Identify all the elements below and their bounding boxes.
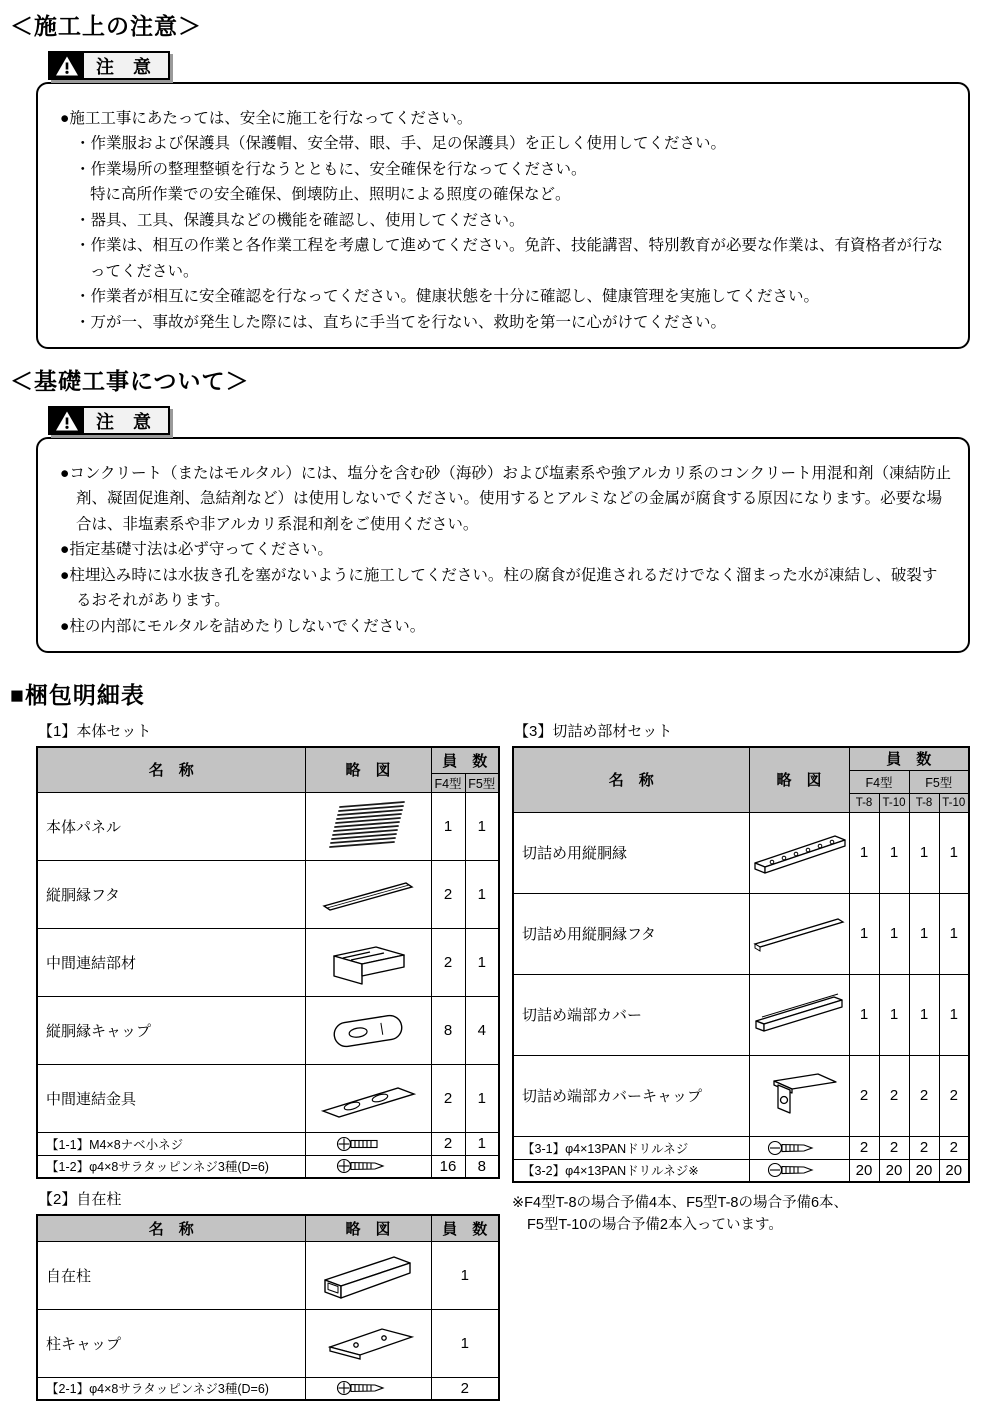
qty: 1 <box>431 1241 499 1309</box>
col-header-qty: 員 数 <box>849 747 969 770</box>
packing-left-column <box>36 720 498 1401</box>
qty-f4: 2 <box>431 928 465 996</box>
caution-block-foundation <box>36 406 970 653</box>
qty-f5-t8: 20 <box>909 1159 939 1182</box>
col-header-name: 名 称 <box>513 747 749 812</box>
caution-box-construction <box>36 82 970 350</box>
qty-f5: 8 <box>465 1155 499 1178</box>
table-row <box>513 1055 969 1136</box>
qty-f5-t10: 1 <box>939 974 969 1055</box>
pan-screw-icon <box>305 1132 431 1155</box>
note-line: ●施工工事にあたっては、安全に施工を行なってください。 <box>60 109 473 127</box>
panel-diagram-icon <box>305 792 431 860</box>
caution-badge-label: 注 意 <box>84 408 168 433</box>
table-row <box>37 1309 499 1377</box>
note-line: ●コンクリート（またはモルタル）には、塩分を含む砂（海砂）および塩素系や強アルカリ系のコンクリート用混和剤（凍結防止剤、凝固促進剤、急結剤など）は使用しないでください。使用するとアルミなどの金属が腐食する原因になります。必要な場合は、非塩素系や非アルカリ系混和剤をご使用ください。 <box>60 464 952 533</box>
spare-screws-footnote <box>512 1192 968 1236</box>
caution-badge <box>48 51 170 80</box>
note-line: ・作業場所の整理整頓を行なうとともに、安全確保を行なってください。 <box>75 160 587 178</box>
qty-f4-t10: 1 <box>879 974 909 1055</box>
drill-screw-icon <box>749 1159 849 1182</box>
qty-f4-t10: 1 <box>879 812 909 893</box>
qty: 1 <box>431 1309 499 1377</box>
qty-f5-t8: 2 <box>909 1136 939 1159</box>
part-name: 縦胴縁フタ <box>37 860 305 928</box>
end-cover-cap-diagram-icon <box>749 1055 849 1136</box>
col-header-diagram: 略 図 <box>305 747 431 792</box>
qty: 2 <box>431 1377 499 1400</box>
table-row <box>513 893 969 974</box>
strip-diagram-icon <box>305 860 431 928</box>
col-header-t10: T-10 <box>939 793 969 812</box>
post-cap-diagram-icon <box>305 1309 431 1377</box>
table-row <box>513 1136 969 1159</box>
caution-block-construction <box>36 51 970 349</box>
packing-right-column <box>512 720 968 1401</box>
qty-f4: 2 <box>431 1064 465 1132</box>
qty-f5-t10: 20 <box>939 1159 969 1182</box>
part-name: 自在柱 <box>37 1241 305 1309</box>
part-name: 縦胴縁キャップ <box>37 996 305 1064</box>
table-row <box>37 792 499 860</box>
part-name: 切詰め用縦胴縁フタ <box>513 893 749 974</box>
qty-f5-t8: 1 <box>909 974 939 1055</box>
qty-f4-t10: 2 <box>879 1136 909 1159</box>
warning-triangle-icon <box>50 53 84 78</box>
caution-box-foundation <box>36 437 970 654</box>
qty-f5-t10: 1 <box>939 893 969 974</box>
part-name: 切詰め用縦胴縁 <box>513 812 749 893</box>
col-header-qty: 員 数 <box>431 1215 499 1241</box>
qty-f4-t8: 2 <box>849 1055 879 1136</box>
qty-f5-t10: 2 <box>939 1136 969 1159</box>
qty-f4-t10: 2 <box>879 1055 909 1136</box>
qty-f5-t8: 2 <box>909 1055 939 1136</box>
note-line: ・作業は、相互の作業と各作業工程を考慮して進めてください。免許、技能講習、特別教育が必要な作業は、有資格者が行なってください。 <box>75 237 944 280</box>
note-line: ●柱埋込み時には水抜き孔を塞がないように施工してください。柱の腐食が促進されるだけでなく溜まった水が凍結し、破裂するおそれがあります。 <box>60 566 938 609</box>
qty-f4: 1 <box>431 792 465 860</box>
long-strip-diagram-icon <box>749 893 849 974</box>
table-row <box>513 1159 969 1182</box>
col-header-diagram: 略 図 <box>749 747 849 812</box>
drill-screw-icon <box>749 1136 849 1159</box>
col-header-t8: T-8 <box>909 793 939 812</box>
qty-f4: 16 <box>431 1155 465 1178</box>
table-row <box>37 1241 499 1309</box>
part-name: 【3-2】φ4×13PANドリルネジ※ <box>513 1159 749 1182</box>
table2-caption: 【2】自在柱 <box>38 1191 122 1208</box>
table-row <box>37 1064 499 1132</box>
qty-f5-t8: 1 <box>909 893 939 974</box>
table-row <box>513 812 969 893</box>
qty-f5-t8: 1 <box>909 812 939 893</box>
note-line: ・器具、工具、保護具などの機能を確認し、使用してください。 <box>75 211 525 229</box>
caution-badge-label: 注 意 <box>84 53 168 78</box>
part-name: 切詰め端部カバーキャップ <box>513 1055 749 1136</box>
table-row <box>37 1155 499 1178</box>
section-title-construction: ＜施工上の注意＞ <box>10 13 202 39</box>
col-header-name: 名 称 <box>37 1215 305 1241</box>
col-header-f5: F5型 <box>465 773 499 792</box>
qty-f4: 2 <box>431 860 465 928</box>
table-row <box>513 974 969 1055</box>
qty-f5: 1 <box>465 1064 499 1132</box>
main-body-set-table <box>36 746 500 1179</box>
rail-with-holes-diagram-icon <box>749 812 849 893</box>
part-name: 【1-2】φ4×8サラタッピンネジ3種(D=6) <box>37 1155 305 1178</box>
qty-f5: 1 <box>465 860 499 928</box>
section-title-foundation: ＜基礎工事について＞ <box>10 368 250 394</box>
part-name: 本体パネル <box>37 792 305 860</box>
col-header-f4: F4型 <box>431 773 465 792</box>
part-name: 中間連結金具 <box>37 1064 305 1132</box>
qty-f5: 4 <box>465 996 499 1064</box>
qty-f4-t8: 2 <box>849 1136 879 1159</box>
part-name: 切詰め端部カバー <box>513 974 749 1055</box>
post-diagram-icon <box>305 1241 431 1309</box>
col-header-f4: F4型 <box>849 770 909 793</box>
free-post-table <box>36 1214 500 1401</box>
col-header-f5: F5型 <box>909 770 969 793</box>
channel-diagram-icon <box>305 928 431 996</box>
note-line: ●指定基礎寸法は必ず守ってください。 <box>60 541 333 558</box>
qty-f4-t10: 20 <box>879 1159 909 1182</box>
qty-f5: 1 <box>465 1132 499 1155</box>
table1-caption: 【1】本体セット <box>38 723 152 740</box>
col-header-qty: 員 数 <box>431 747 499 773</box>
qty-f4: 2 <box>431 1132 465 1155</box>
plate-diagram-icon <box>305 1064 431 1132</box>
table-row <box>37 860 499 928</box>
cut-parts-set-table <box>512 746 970 1183</box>
footnote-line: ※F4型T-8の場合予備4本、F5型T-8の場合予備6本、 <box>512 1195 849 1211</box>
qty-f4-t10: 1 <box>879 893 909 974</box>
note-line: ・作業服および保護具（保護帽、安全帯、眼、手、足の保護具）を正しく使用してください。 <box>75 135 727 152</box>
warning-triangle-icon <box>50 408 84 433</box>
end-cover-diagram-icon <box>749 974 849 1055</box>
table-row <box>37 928 499 996</box>
part-name: 中間連結部材 <box>37 928 305 996</box>
part-name: 【3-1】φ4×13PANドリルネジ <box>513 1136 749 1159</box>
col-header-name: 名 称 <box>37 747 305 792</box>
footnote-line: F5型T-10の場合予備2本入っています。 <box>527 1217 783 1233</box>
tapping-screw-icon <box>305 1377 431 1400</box>
col-header-t10: T-10 <box>879 793 909 812</box>
qty-f5-t10: 2 <box>939 1055 969 1136</box>
table3-caption: 【3】切詰め部材セット <box>514 723 673 740</box>
note-line: ・作業者が相互に安全確認を行なってください。健康状態を十分に確認し、健康管理を実施してください。 <box>75 288 820 305</box>
note-line: 特に高所作業での安全確保、倒壊防止、照明による照度の確保など。 <box>90 186 571 203</box>
part-name: 【1-1】M4×8ナベ小ネジ <box>37 1132 305 1155</box>
part-name: 【2-1】φ4×8サラタッピンネジ3種(D=6) <box>37 1377 305 1400</box>
table-row <box>37 1377 499 1400</box>
part-name: 柱キャップ <box>37 1309 305 1377</box>
table-row <box>37 1132 499 1155</box>
col-header-diagram: 略 図 <box>305 1215 431 1241</box>
qty-f5: 1 <box>465 792 499 860</box>
note-line: ・万が一、事故が発生した際には、直ちに手当てを行ない、救助を第一に心がけてください。 <box>75 313 727 331</box>
note-line: ●柱の内部にモルタルを詰めたりしないでください。 <box>60 617 426 635</box>
qty-f5-t10: 1 <box>939 812 969 893</box>
qty-f4-t8: 1 <box>849 893 879 974</box>
tapping-screw-icon <box>305 1155 431 1178</box>
caution-badge <box>48 406 170 435</box>
qty-f4-t8: 20 <box>849 1159 879 1182</box>
qty-f4-t8: 1 <box>849 974 879 1055</box>
packing-tables <box>36 720 984 1401</box>
table-row <box>37 996 499 1064</box>
qty-f4-t8: 1 <box>849 812 879 893</box>
qty-f5: 1 <box>465 928 499 996</box>
section-title-packing: ■梱包明細表 <box>10 682 145 708</box>
qty-f4: 8 <box>431 996 465 1064</box>
cap-diagram-icon <box>305 996 431 1064</box>
col-header-t8: T-8 <box>849 793 879 812</box>
